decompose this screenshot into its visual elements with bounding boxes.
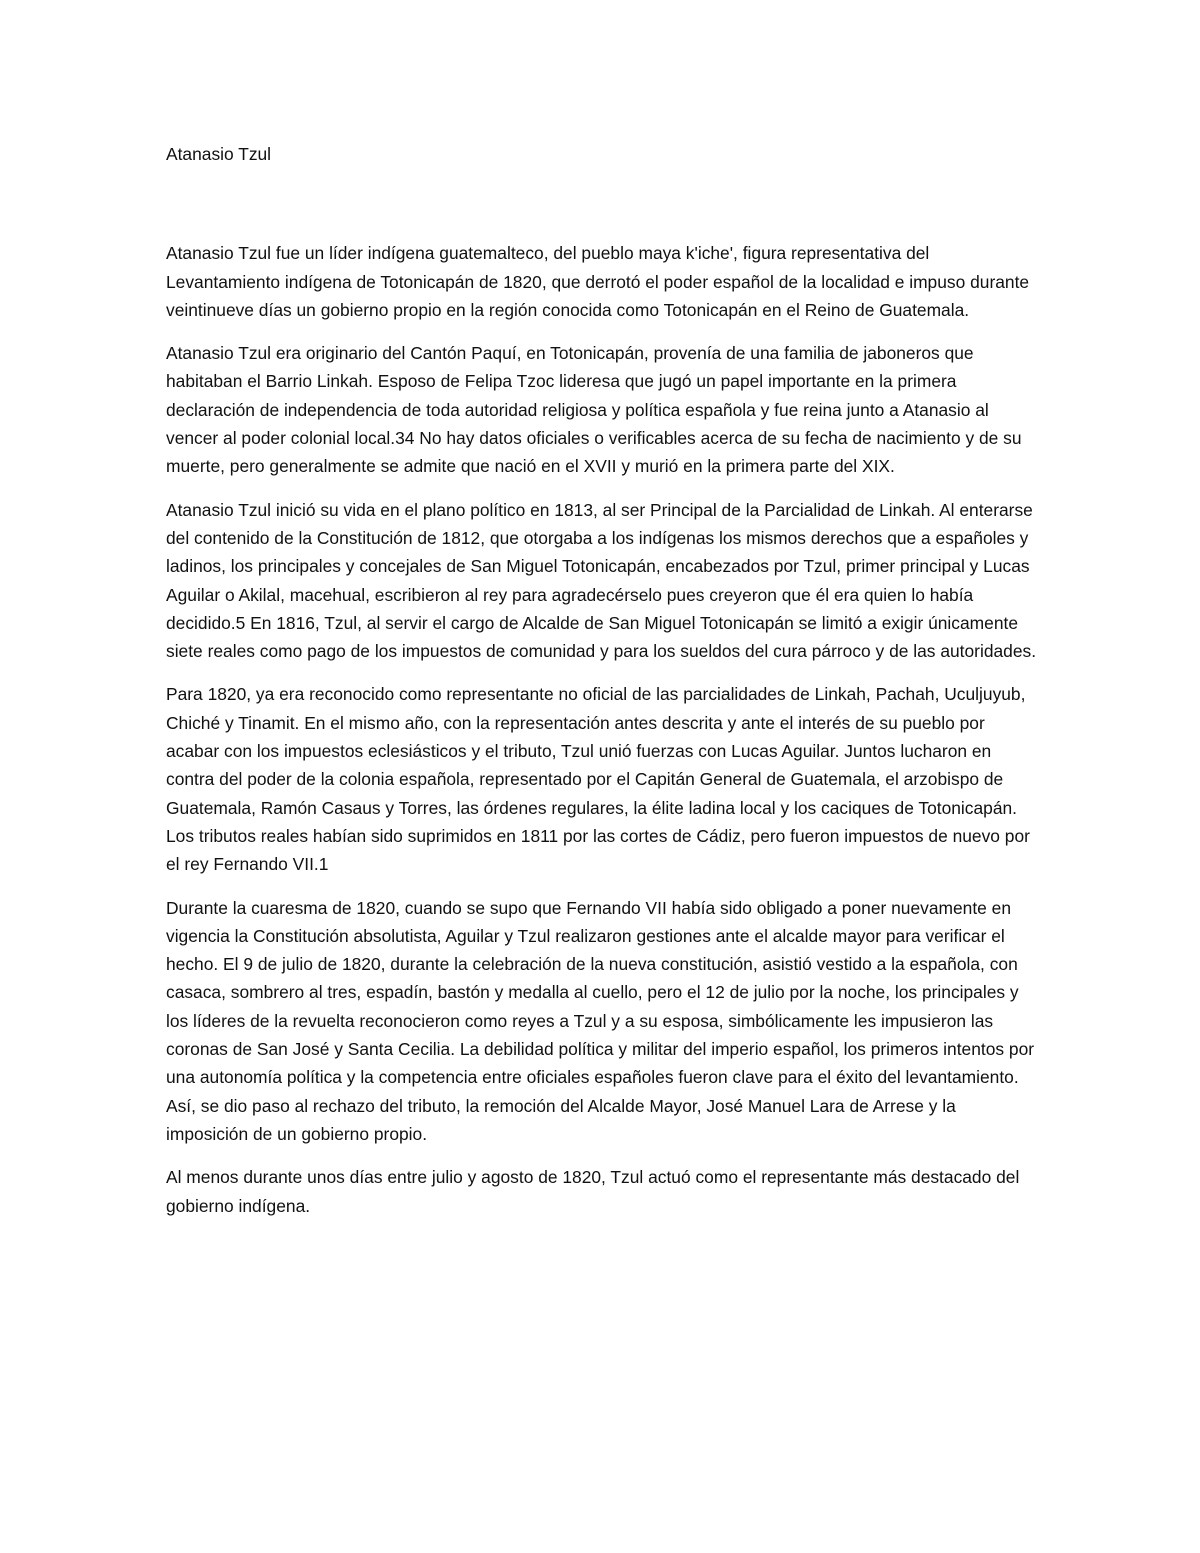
paragraph-political-life: Atanasio Tzul inició su vida en el plano político en 1813, al ser Principal de la Parcialidad de Linkah. Al enterarse del contenido de la Constitución de 1812, que otorgaba a los indígenas los mismos derechos que a españoles y ladinos, los principales y concejales de San Miguel Totonicapán, encabezados por Tzul, primer principal y Lucas Aguilar o Akilal, macehual, escribieron al rey para agradecérselo pues creyeron que él era quien lo había decidido.5 En 1816, Tzul, al servir el cargo de Alcalde de San Miguel Totonicapán se limitó a exigir únicamente siete reales como pago de los impuestos de comunidad y para los sueldos del cura párroco y de las autoridades. <box>166 499 1037 662</box>
paragraph-origins: Atanasio Tzul era originario del Cantón Paquí, en Totonicapán, provenía de una familia de jaboneros que habitaban el Barrio Linkah. Esposo de Felipa Tzoc lideresa que jugó un papel importante en la primera declaración de independencia de toda autoridad religiosa y política española y fue reina junto a Atanasio al vencer al poder colonial local.34 No hay datos oficiales o verificables acerca de su fecha de nacimiento y de su muerte, pero generalmente se admite que nació en el XVII y murió en la primera parte del XIX. <box>166 343 1022 477</box>
paragraph-government: Al menos durante unos días entre julio y agosto de 1820, Tzul actuó como el representante más destacado del gobierno indígena. <box>166 1167 1020 1216</box>
paragraph-1820-alliance: Para 1820, ya era reconocido como representante no oficial de las parcialidades de Linkah, Pachah, Uculjuyub, Chiché y Tinamit. En el mismo año, con la representación antes descrita y ante el interés de su pueblo por acabar con los impuestos eclesiásticos y el tributo, Tzul unió fuerzas con Lucas Aguilar. Juntos lucharon en contra del poder de la colonia española, representado por el Capitán General de Guatemala, el arzobispo de Guatemala, Ramón Casaus y Torres, las órdenes regulares, la élite ladina local y los caciques de Totonicapán. Los tributos reales habían sido suprimidos en 1811 por las cortes de Cádiz, pero fueron impuestos de nuevo por el rey Fernando VII.1 <box>166 684 1030 875</box>
paragraph-intro: Atanasio Tzul fue un líder indígena guatemalteco, del pueblo maya k'iche', figura representativa del Levantamiento indígena de Totonicapán de 1820, que derrotó el poder español de la localidad e impuso durante veintinueve días un gobierno propio en la región conocida como Totonicapán en el Reino de Guatemala. <box>166 243 1030 320</box>
document-body <box>166 140 1038 1235</box>
document-title: Atanasio Tzul <box>166 144 272 164</box>
paragraph-uprising: Durante la cuaresma de 1820, cuando se supo que Fernando VII había sido obligado a poner nuevamente en vigencia la Constitución absolutista, Aguilar y Tzul realizaron gestiones ante el alcalde mayor para verificar el hecho. El 9 de julio de 1820, durante la celebración de la nueva constitución, asistió vestido a la española, con casaca, sombrero al tres, espadín, bastón y medalla al cuello, pero el 12 de julio por la noche, los principales y los líderes de la revuelta reconocieron como reyes a Tzul y a su esposa, simbólicamente les impusieron las coronas de San José y Santa Cecilia. La debilidad política y militar del imperio español, los primeros intentos por una autonomía política y la competencia entre oficiales españoles fueron clave para el éxito del levantamiento. Así, se dio paso al rechazo del tributo, la remoción del Alcalde Mayor, José Manuel Lara de Arrese y la imposición de un gobierno propio. <box>166 897 1035 1144</box>
